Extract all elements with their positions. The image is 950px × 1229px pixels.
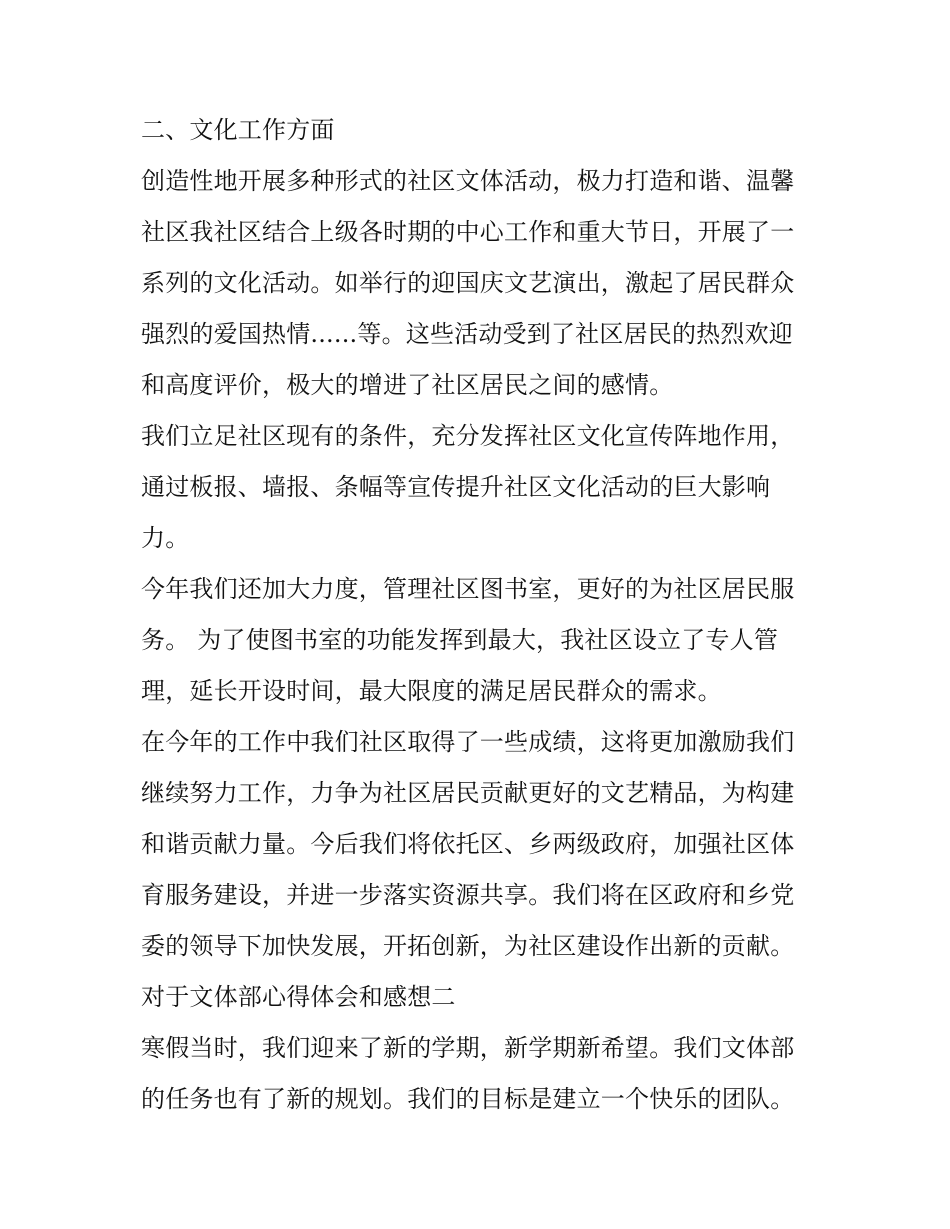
- text-line: 强烈的爱国热情......等。这些活动受到了社区居民的热烈欢迎: [141, 320, 793, 348]
- text-line: 今年我们还加大力度，管理社区图书室，更好的为社区居民服: [141, 575, 795, 603]
- text-line: 的任务也有了新的规划。我们的目标是建立一个快乐的团队。: [141, 1085, 795, 1113]
- text-line: 通过板报、墙报、条幅等宣传提升社区文化活动的巨大影响: [141, 473, 771, 501]
- text-line: 我们立足社区现有的条件，充分发挥社区文化宣传阵地作用，: [141, 422, 795, 450]
- text-line: 寒假当时，我们迎来了新的学期，新学期新希望。我们文体部: [141, 1034, 795, 1062]
- text-line: 委的领导下加快发展，开拓创新，为社区建设作出新的贡献。: [141, 932, 795, 960]
- text-line: 育服务建设，并进一步落实资源共享。我们将在区政府和乡党: [141, 881, 795, 909]
- section-heading: 二、文化工作方面: [141, 116, 335, 144]
- text-line: 继续努力工作，力争为社区居民贡献更好的文艺精品，为构建: [141, 779, 795, 807]
- text-line: 和谐贡献力量。今后我们将依托区、乡两级政府，加强社区体: [141, 830, 795, 858]
- text-line: 理，延长开设时间，最大限度的满足居民群众的需求。: [141, 677, 722, 705]
- document-body: [141, 105, 821, 1125]
- text-line: 和高度评价，极大的增进了社区居民之间的感情。: [141, 371, 674, 399]
- text-line: 系列的文化活动。如举行的迎国庆文艺演出，激起了居民群众: [141, 269, 795, 297]
- text-line: 社区我社区结合上级各时期的中心工作和重大节日，开展了一: [141, 218, 795, 246]
- text-line: 创造性地开展多种形式的社区文体活动，极力打造和谐、温馨: [141, 167, 795, 195]
- text-line: 在今年的工作中我们社区取得了一些成绩，这将更加激励我们: [141, 728, 795, 756]
- text-line: 务。 为了使图书室的功能发挥到最大，我社区设立了专人管: [141, 626, 779, 654]
- section-heading: 对于文体部心得体会和感想二: [141, 983, 456, 1011]
- text-line: 力。: [141, 524, 190, 552]
